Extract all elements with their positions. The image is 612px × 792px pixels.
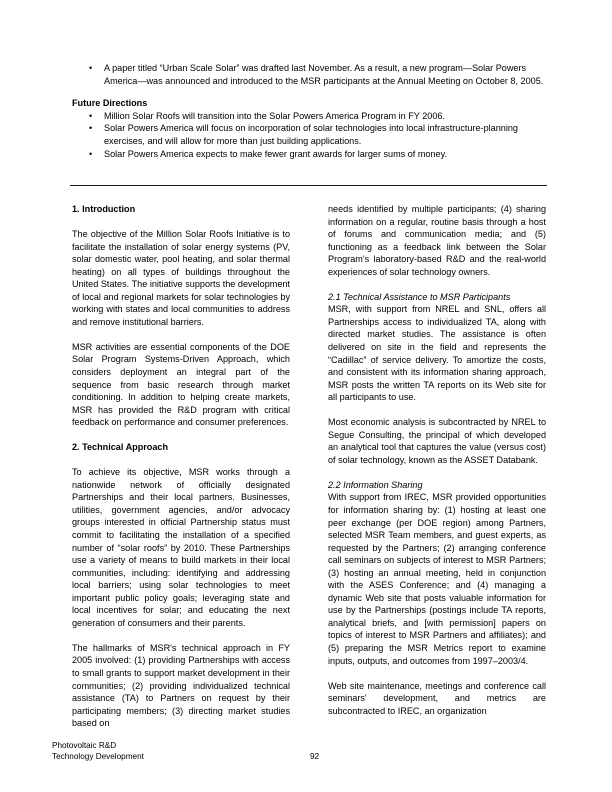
section-heading-technical-approach: 2. Technical Approach [72,442,169,453]
list-item: • Solar Powers America expects to make fewer grant awards for larger sums of money. [72,148,546,161]
two-column-body [72,203,546,730]
page-number: 92 [310,752,320,762]
footer-line-2: Technology Development [52,752,144,762]
future-directions-heading: Future Directions [72,98,148,109]
list-item: • Million Solar Roofs will transition into the Solar Powers America Program in FY 2006. [72,110,546,123]
list-item: • A paper titled “Urban Scale Solar” was drafted last November. As a result, a new program—Solar Powers America—was announced and introduced to the MSR participants at the Annual Meeting on October 8, 2005. [72,62,546,87]
paragraph: The objective of the Million Solar Roofs Initiative is to facilitate the installation of solar energy systems (PV, solar domestic water, pool heating, and solar thermal heating) on all types of buildings throughout the United States. The initiative supports the development of local and regional markets for solar technologies by working with states and local communities to address and remove institutional barriers. [72,229,290,327]
horizontal-divider [70,185,547,186]
left-column [72,203,290,730]
paragraph: The hallmarks of MSR's technical approach in FY 2005 involved: (1) providing Partnerships with access to small grants to support market development in their communities; (2) providing individualized technical assistance (TA) to Partners on request by their participating members; (3) directing market studies based on [72,642,290,729]
paragraph: To achieve its objective, MSR works through a nationwide network of officially designated Partnerships and their local partners. Businesses, utilities, government agencies, and/or advocacy groups interested in official Partnership status must commit to facilitating the installation of a specified number of “solar roofs” by 2010. These Partnerships use a variety of means to build markets in their local communities, including: identifying and addressing local barriers; using solar technologies to meet important public policy goals; leveraging state and local incentives for solar; and educating the next generation of consumers and their parents. [72,467,290,628]
section-heading-introduction: 1. Introduction [72,204,136,214]
footer-line-1: Photovoltaic R&D [52,741,117,750]
future-directions-bullet-list [72,110,546,160]
paragraph: Most economic analysis is subcontracted by NREL to Segue Consulting, the principal of which developed an analytical tool that captures the value (versus cost) of solar technology, known as the ASSET Databank. [328,417,546,465]
page-footer [52,740,552,763]
paragraph: Web site maintenance, meetings and conference call seminars' development, and metrics are subcontracted to IREC, an organization [328,680,546,716]
paragraph: MSR activities are essential components of the DOE Solar Program Systems-Driven Approach, which considers deployment an integral part of the sequence from basic research through market conditioning. In addition to helping create markets, MSR has provided the R&D program with critical feedback on performance and consumer preferences. [72,341,290,428]
subsection-heading-2-1: 2.1 Technical Assistance to MSR Participants [328,291,511,302]
paragraph: With support from IREC, MSR provided opportunities for information sharing by: (1) hosting at least one peer exchange (per DOE region) among Partners, selected MSR Team members, and guest experts, as requested by the Partners; (2) arranging conference call seminars on subjects of interest to MSR Partners; (3) hosting an annual meeting, held in conjunction with the ASES Conference; and (4) managing a dynamic Web site that posts valuable information for use by the Partnerships (postings include TA reports, analytical briefs, and [with permission] papers on topics of interest to MSR Partners and affiliates); and (5) preparing the MSR Metrics report to examine inputs, outputs, and outcomes from 1997–2003/4. [328,492,546,666]
paragraph: needs identified by multiple participants; (4) sharing information on a regular, routine basis through a host of forums and communication media; and (5) functioning as a feedback link between the Solar Program's laboratory-based R&D and the real-world experiences of solar technology owners. [328,204,546,277]
top-summary-block [72,62,546,160]
right-column [328,203,546,730]
paragraph: MSR, with support from NREL and SNL, offers all Partnerships access to individualized TA, along with directed market studies. The assistance is often delivered on site in the field and represents the “Cadillac” of service delivery. To amortize the costs, and consistent with its information sharing approach, MSR posts the written TA reports on its Web site for all participants to use. [328,304,546,403]
list-item: • Solar Powers America will focus on incorporation of solar technologies into local infrastructure-planning exercises, and will allow for more than just building applications. [72,122,546,147]
subsection-heading-2-2: 2.2 Information Sharing [328,479,423,490]
intro-bullet-list [72,62,546,87]
